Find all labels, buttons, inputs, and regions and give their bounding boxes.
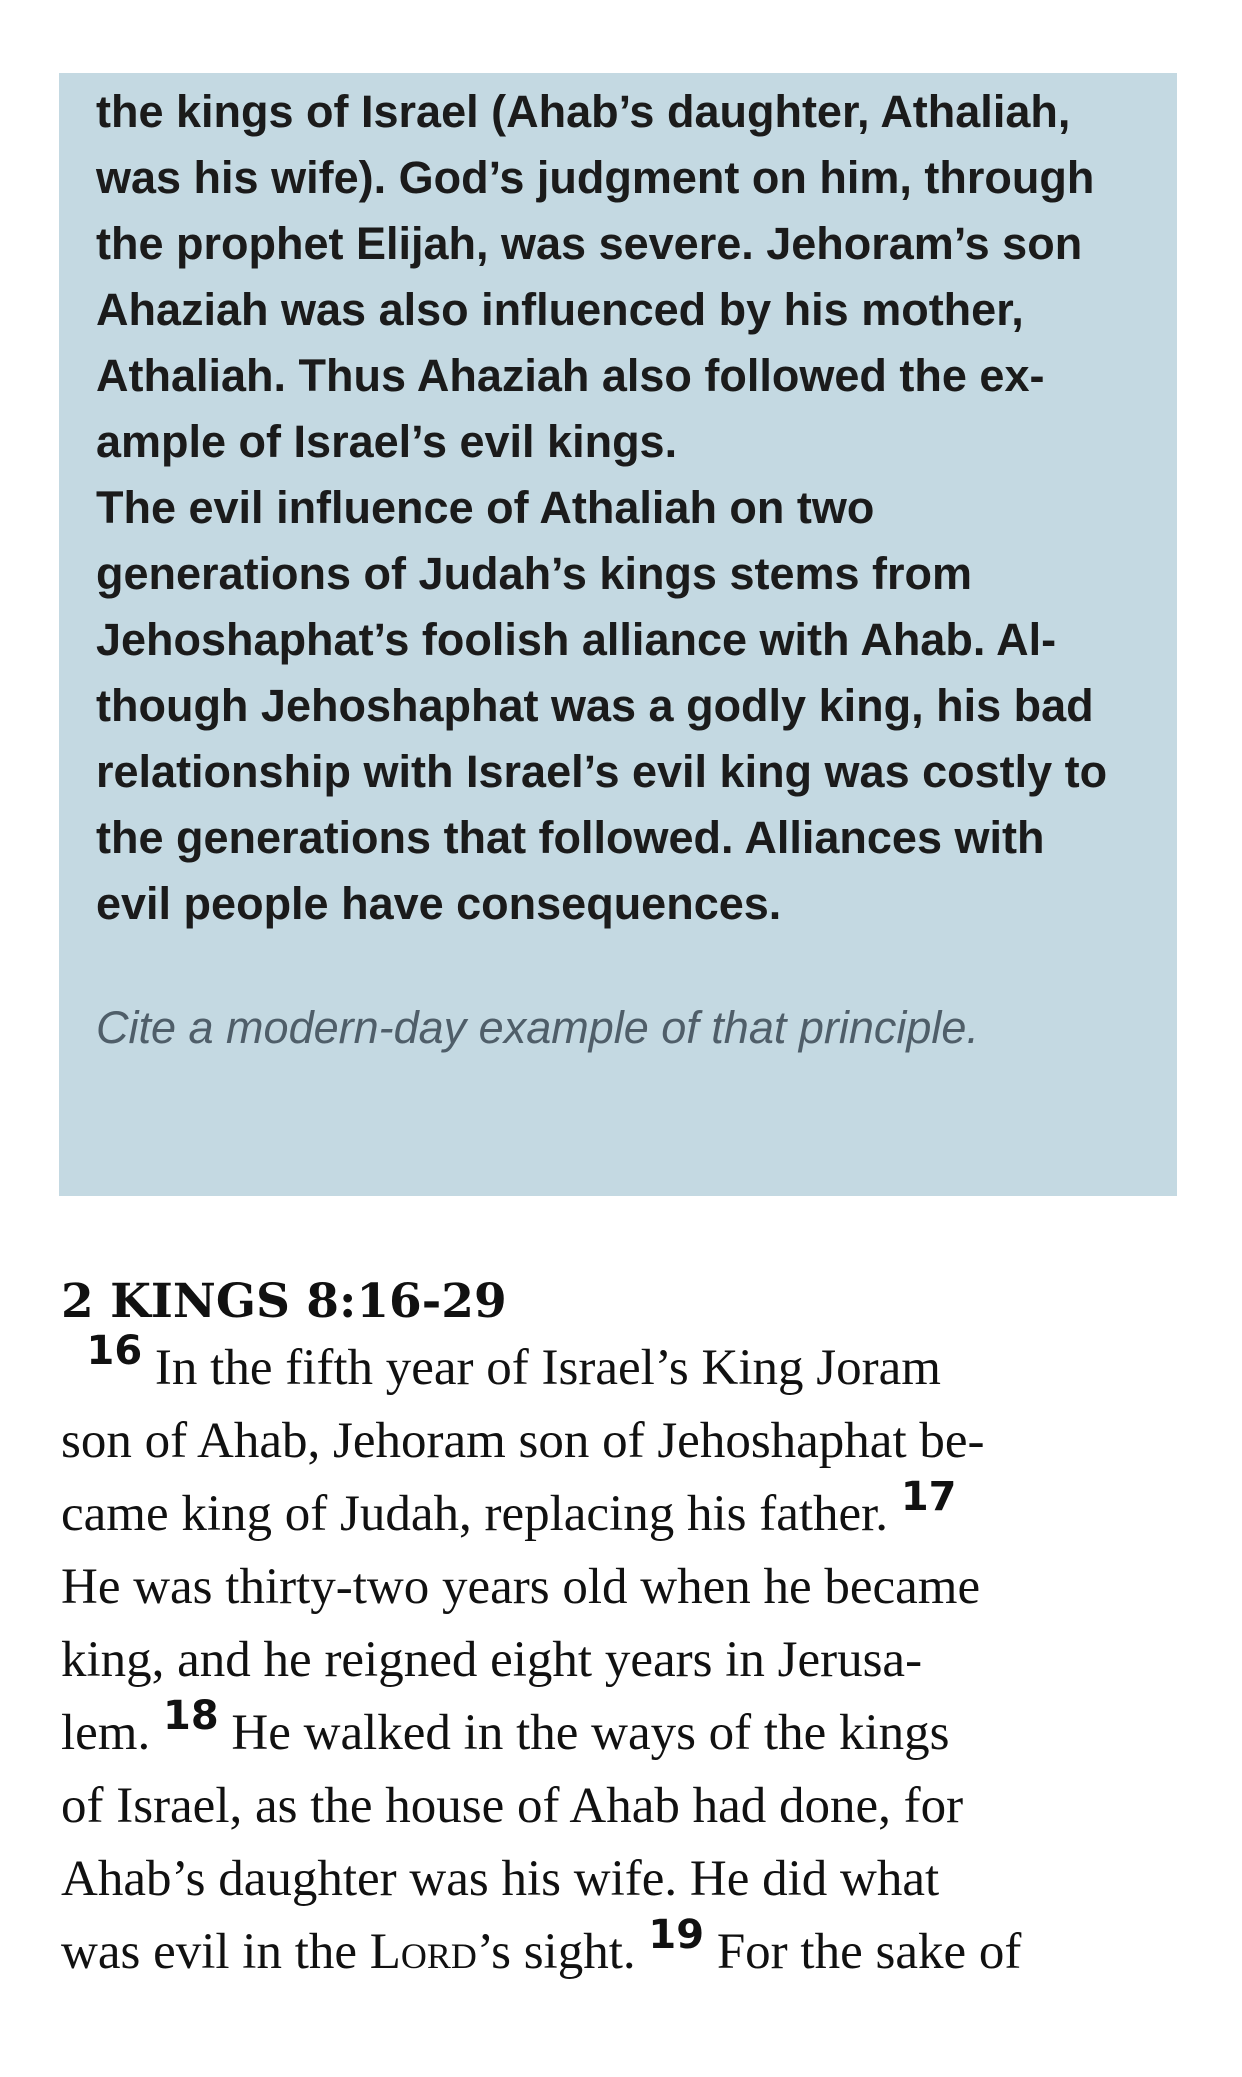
- commentary-line: ample of Israel’s evil kings.: [96, 416, 678, 467]
- commentary-line: was his wife). God’s judgment on him, through: [96, 152, 1095, 203]
- passage-reference: 2 KINGS 8:16-29: [61, 1274, 507, 1329]
- passage-line: [61, 1624, 1191, 1697]
- passage-line: [61, 1843, 1191, 1916]
- scripture-passage: [61, 1272, 1191, 1989]
- verse-number: 16: [86, 1328, 143, 1374]
- commentary-line: the kings of Israel (Ahab’s daughter, Athaliah,: [96, 86, 1071, 137]
- passage-line: [61, 1693, 1191, 1770]
- commentary-line: Jehoshaphat’s foolish alliance with Ahab. Al-: [96, 614, 1057, 665]
- commentary-line: Ahaziah was also influenced by his mother,: [96, 284, 1024, 335]
- verse-text: For the sake of: [704, 1924, 1022, 1980]
- verse-text: son of Ahab, Jehoram son of Jehoshaphat be-: [61, 1413, 985, 1469]
- verse-text: He walked in the ways of the kings: [218, 1705, 950, 1761]
- commentary-paragraph-2: [96, 475, 1147, 937]
- passage-line: [61, 1912, 1191, 1989]
- verse-text: was evil in the: [61, 1924, 370, 1980]
- commentary-line: relationship with Israel’s evil king was costly to: [96, 746, 1108, 797]
- divine-name: Lord: [369, 1924, 477, 1980]
- passage-line: [61, 1551, 1191, 1624]
- passage-line: [61, 1405, 1191, 1478]
- commentary-line: the prophet Elijah, was severe. Jehoram’s son: [96, 218, 1083, 269]
- commentary-line: evil people have consequences.: [96, 878, 782, 929]
- verse-text: king, and he reigned eight years in Jerusa-: [61, 1632, 923, 1688]
- commentary-line: generations of Judah’s kings stems from: [96, 548, 973, 599]
- commentary-line: the generations that followed. Alliances with: [96, 812, 1045, 863]
- passage-line: [61, 1328, 1191, 1405]
- verse-text: In the fifth year of Israel’s King Joram: [142, 1340, 941, 1396]
- commentary-callout: [59, 73, 1177, 1196]
- commentary-line: though Jehoshaphat was a godly king, his bad: [96, 680, 1094, 731]
- verse-number: 17: [900, 1474, 957, 1520]
- verse-text: came king of Judah, replacing his father.: [61, 1486, 901, 1542]
- verse-text: He was thirty-two years old when he became: [61, 1559, 981, 1615]
- verse-text: ’s sight.: [476, 1924, 649, 1980]
- commentary-line: The evil influence of Athaliah on two: [96, 482, 875, 533]
- commentary-paragraph-1: [96, 79, 1147, 475]
- verse-number: 19: [648, 1912, 705, 1958]
- passage-line: [61, 1770, 1191, 1843]
- verse-number: 18: [162, 1693, 219, 1739]
- verse-text: lem.: [61, 1705, 163, 1761]
- verse-text: of Israel, as the house of Ahab had done, for: [61, 1778, 964, 1834]
- passage-line: [61, 1474, 1191, 1551]
- commentary-line: Athaliah. Thus Ahaziah also followed the ex-: [96, 350, 1045, 401]
- reflection-question: Cite a modern-day example of that principle.: [96, 1002, 979, 1053]
- verse-text: Ahab’s daughter was his wife. He did what: [61, 1851, 940, 1907]
